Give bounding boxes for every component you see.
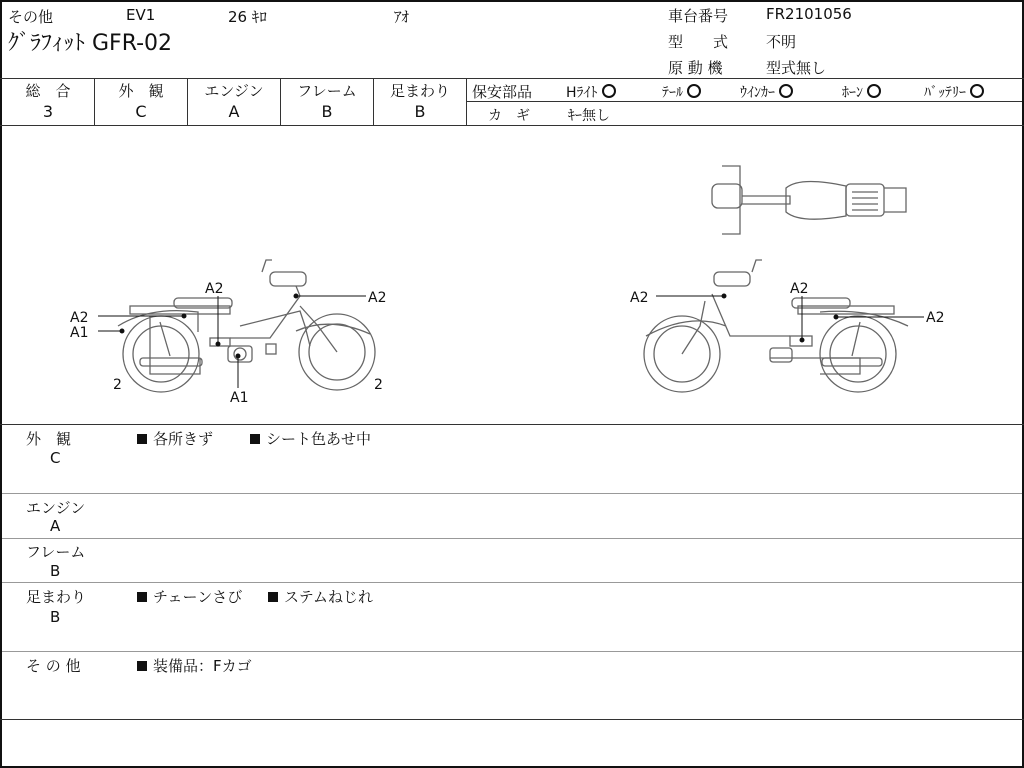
remark-section-label: エンジン (26, 499, 86, 517)
remark-note: ステムねじれ (268, 586, 373, 607)
key-label: カ ギ (488, 108, 530, 124)
remark-section-label: 外 観 (26, 430, 72, 448)
grade-suspension-label: 足まわり (389, 82, 450, 100)
model-name: ｸﾞﾗﾌｨｯﾄ GFR-02 (8, 31, 173, 56)
safety-item-headlight (566, 82, 616, 102)
damage-mark: 2 (113, 377, 122, 393)
divider (2, 493, 1022, 494)
safety-item-name: ﾃｰﾙ (662, 85, 683, 101)
ok-circle-icon (687, 84, 701, 98)
remark-grade: B (50, 608, 61, 626)
safety-item-winker (740, 82, 793, 102)
remark-section-label: 足まわり (26, 588, 87, 606)
key-value: ｷｰ無し (568, 108, 610, 124)
bike-left-side-view (118, 260, 375, 392)
remark-note: チェーンさび (137, 586, 242, 607)
safety-item-name: ﾊﾞｯﾃﾘｰ (924, 85, 966, 101)
frame-number: FR2101056 (766, 5, 852, 23)
bike-right-side-view (644, 260, 908, 392)
grade-exterior-label: 外 観 (118, 82, 164, 100)
remark-section-label: フレーム (26, 543, 86, 561)
divider (0, 78, 1024, 79)
safety-item-battery (924, 82, 984, 102)
safety-item-tail (662, 82, 701, 102)
divider (466, 78, 467, 125)
damage-mark: A2 (70, 310, 89, 326)
engine-value: 型式無し (766, 59, 827, 77)
engine-label: 原 動 機 (668, 59, 723, 77)
model-type: 不明 (766, 33, 797, 51)
grade-exterior-value: C (135, 102, 147, 121)
ok-circle-icon (970, 84, 984, 98)
grade-engine-label: エンジン (204, 82, 264, 100)
grade-frame-value: B (321, 102, 333, 121)
divider (2, 538, 1022, 539)
damage-mark: A2 (790, 281, 809, 297)
grade-frame-label: フレーム (297, 82, 357, 100)
frame-number-label: 車台番号 (668, 7, 729, 25)
color-value: ｱｵ (394, 8, 410, 26)
damage-mark: A2 (205, 281, 224, 297)
grade-total-value: 3 (42, 102, 54, 121)
damage-mark: A2 (368, 290, 387, 306)
ok-circle-icon (602, 84, 616, 98)
bullet-square-icon (137, 434, 147, 444)
damage-mark: A1 (70, 325, 89, 341)
divider (0, 424, 1024, 425)
safety-item-horn (842, 82, 881, 102)
safety-item-name: Hﾗｲﾄ (566, 85, 598, 101)
model-code: EV1 (126, 6, 156, 24)
grade-total-label: 総 合 (25, 82, 71, 100)
safety-item-name: ｳｲﾝｶｰ (740, 85, 775, 101)
category-label: その他 (8, 8, 54, 26)
safety-label: 保安部品 (472, 83, 533, 101)
safety-item-name: ﾎｰﾝ (842, 85, 863, 101)
remark-note: シート色あせ中 (250, 428, 371, 449)
damage-mark: A2 (630, 290, 649, 306)
bullet-square-icon (137, 661, 147, 671)
distance-value: 26 ｷﾛ (228, 8, 267, 26)
model-type-label: 型 式 (668, 33, 729, 51)
damage-mark: A1 (230, 390, 249, 406)
ok-circle-icon (779, 84, 793, 98)
remark-note: 各所きず (137, 428, 213, 449)
remark-grade: C (50, 449, 61, 467)
damage-diagram (0, 126, 1024, 424)
divider (0, 719, 1024, 720)
damage-mark: A2 (926, 310, 945, 326)
grade-engine-value: A (228, 102, 240, 121)
remark-grade: A (50, 517, 61, 535)
divider (2, 582, 1022, 583)
ok-circle-icon (867, 84, 881, 98)
bullet-square-icon (250, 434, 260, 444)
divider (2, 651, 1022, 652)
remark-note: 装備品：Fカゴ (137, 655, 252, 676)
bullet-square-icon (137, 592, 147, 602)
remark-grade: B (50, 562, 61, 580)
remark-section-label: そ の 他 (26, 657, 81, 675)
bullet-square-icon (268, 592, 278, 602)
damage-mark: 2 (374, 377, 383, 393)
diagram-labels (70, 281, 944, 406)
grade-suspension-value: B (414, 102, 426, 121)
bike-top-view (712, 166, 906, 234)
